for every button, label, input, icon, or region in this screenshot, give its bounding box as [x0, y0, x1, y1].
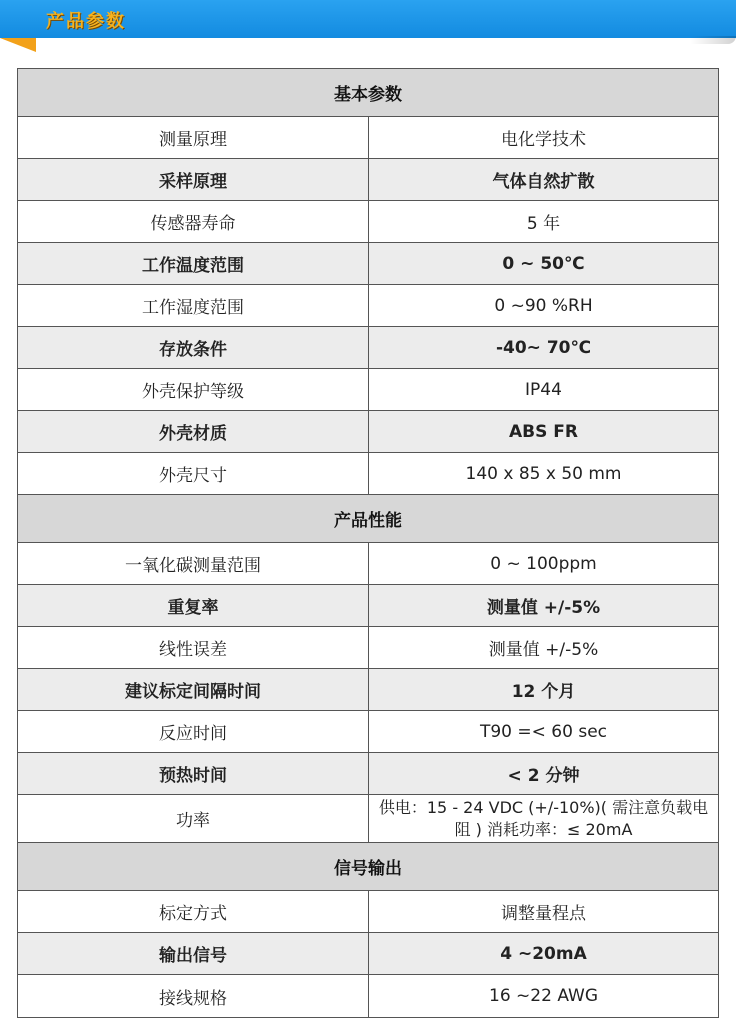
row-value: 0 ~ 100ppm [490, 553, 597, 574]
table-row [18, 159, 718, 201]
banner-fold-decoration [0, 38, 36, 52]
row-key: 存放条件 [18, 327, 369, 368]
row-key: 反应时间 [18, 711, 369, 752]
table-row [18, 411, 718, 453]
row-value: < 2 分钟 [507, 766, 580, 786]
row-value: 12 个月 [511, 682, 576, 702]
row-value: T90 =< 60 sec [479, 721, 607, 742]
table-row [18, 243, 718, 285]
row-value: 0 ~ 50℃ [502, 253, 585, 274]
row-value: 4 ~20mA [500, 943, 587, 964]
table-row [18, 543, 718, 585]
row-key: 工作温度范围 [18, 243, 369, 284]
table-row [18, 285, 718, 327]
row-value: 0 ~90 %RH [494, 295, 593, 316]
row-key: 测量原理 [18, 117, 369, 158]
row-key: 功率 [18, 795, 369, 842]
table-row [18, 585, 718, 627]
row-value: 电化学技术 [501, 130, 586, 150]
table-row [18, 753, 718, 795]
row-value: 5 年 [526, 214, 561, 234]
row-value: IP44 [525, 379, 562, 400]
row-value: 测量值 +/-5% [488, 640, 599, 660]
row-value: 气体自然扩散 [492, 172, 595, 192]
row-value: 16 ~22 AWG [489, 986, 598, 1006]
table-row [18, 117, 718, 159]
row-key: 采样原理 [18, 159, 369, 200]
table-row [18, 669, 718, 711]
row-key: 外壳保护等级 [18, 369, 369, 410]
section-header-performance: 产品性能 [18, 495, 718, 543]
row-key: 外壳尺寸 [18, 453, 369, 494]
row-key: 外壳材质 [18, 411, 369, 452]
row-value: -40~ 70℃ [495, 337, 592, 358]
spec-table [17, 68, 719, 1018]
row-key: 线性误差 [18, 627, 369, 668]
table-row [18, 327, 718, 369]
row-key: 工作湿度范围 [18, 285, 369, 326]
banner [0, 0, 736, 40]
section-header-basic: 基本参数 [18, 69, 718, 117]
table-row [18, 933, 718, 975]
table-row [18, 711, 718, 753]
table-row [18, 453, 718, 495]
row-key: 重复率 [18, 585, 369, 626]
row-value: 调整量程点 [501, 904, 586, 924]
row-key: 传感器寿命 [18, 201, 369, 242]
section-header-signal: 信号输出 [18, 843, 718, 891]
banner-title: 产品参数 [46, 11, 126, 32]
row-key: 建议标定间隔时间 [18, 669, 369, 710]
table-row [18, 369, 718, 411]
row-value: 测量值 +/-5% [486, 598, 601, 618]
row-key: 标定方式 [18, 891, 369, 932]
table-row [18, 201, 718, 243]
table-row [18, 891, 718, 933]
table-row [18, 975, 718, 1017]
row-value: 140 x 85 x 50 mm [465, 463, 622, 484]
banner-shadow-decoration [690, 36, 736, 44]
row-value: ABS FR [509, 421, 578, 442]
row-value: 供电：15 - 24 VDC (+/-10%)( 需注意负载电阻 ) 消耗功率：≤ 20mA [378, 797, 709, 839]
table-row [18, 795, 718, 843]
row-key: 一氧化碳测量范围 [18, 543, 369, 584]
row-key: 预热时间 [18, 753, 369, 794]
table-row [18, 627, 718, 669]
row-key: 接线规格 [18, 975, 369, 1017]
row-key: 输出信号 [18, 933, 369, 974]
